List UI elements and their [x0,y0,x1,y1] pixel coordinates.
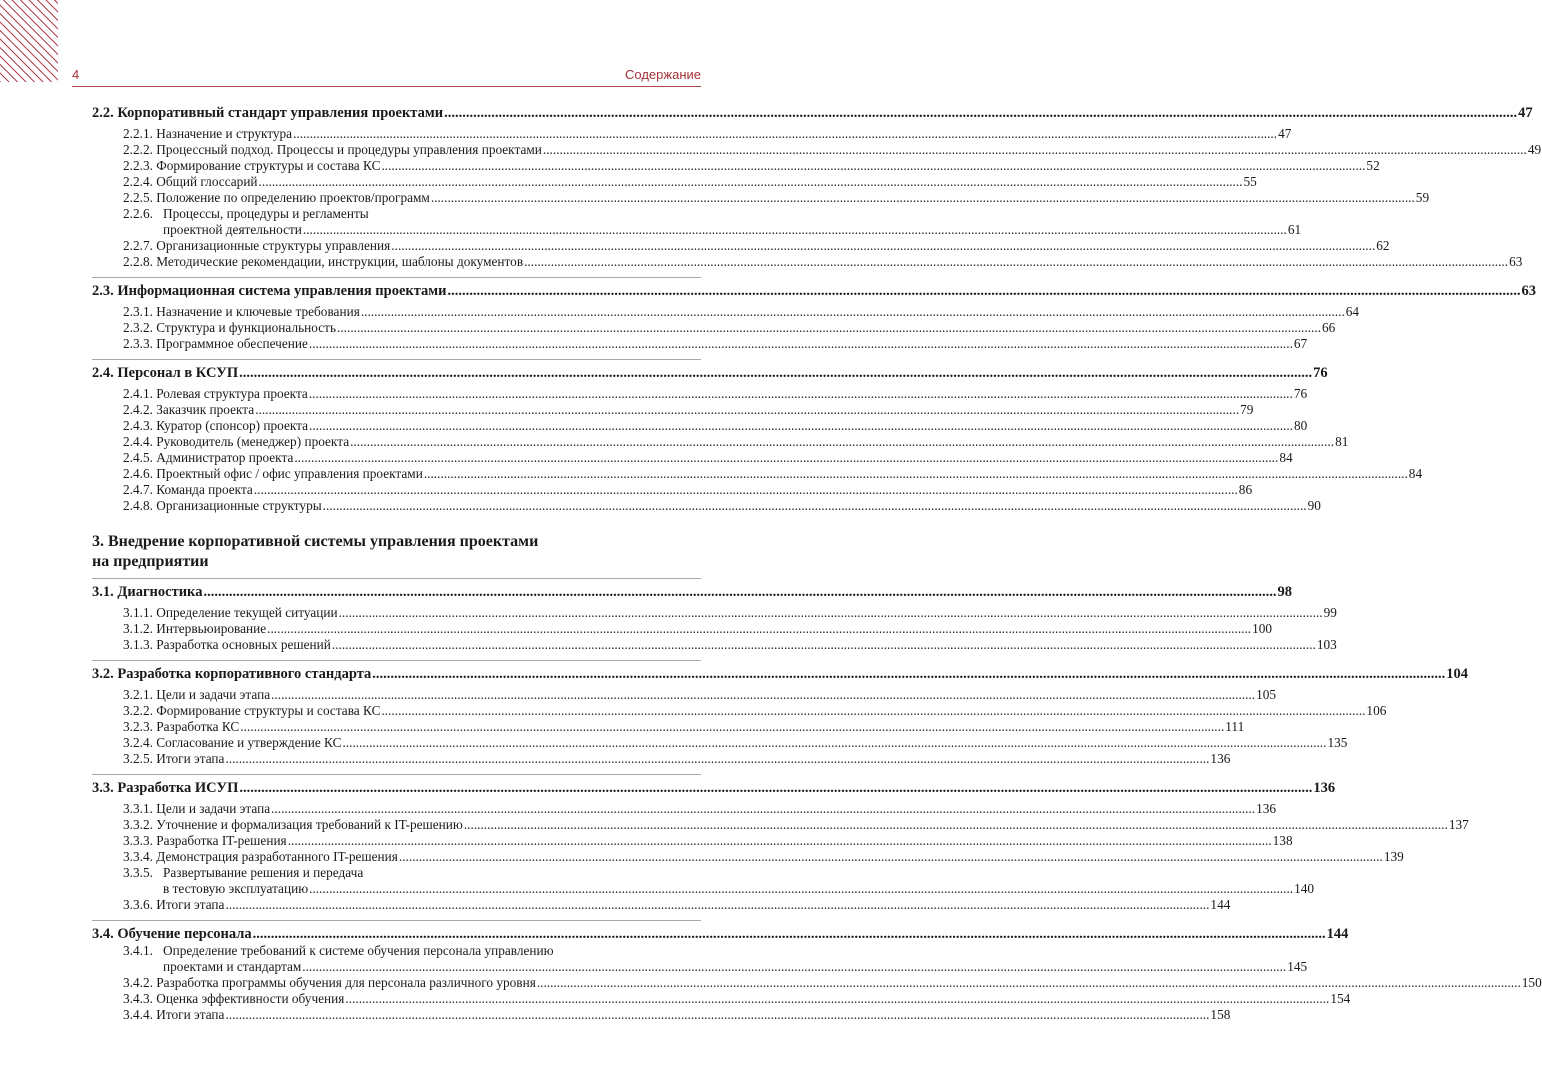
dot-leader [361,304,1345,320]
dot-leader [448,282,1521,300]
page-ref: 158 [1210,1007,1231,1022]
entry-title: 3.4. Обучение персонала [92,926,252,942]
entry-title: 3.2.3. Разработка КС [123,719,240,734]
dot-leader [288,833,1272,849]
toc-section [92,920,1349,943]
toc-subsection [92,304,1360,320]
entry-title: 2.2.2. Процессный подход. Процессы и процедуры управления проектами [123,142,542,157]
page-ref: 106 [1366,703,1387,718]
toc-chapter-heading [92,532,701,572]
dot-leader [239,779,1312,797]
entry-title: 3.1.1. Определение текущей ситуации [123,605,338,620]
toc-section [92,277,1537,300]
page-ref: 52 [1366,158,1380,173]
dot-leader [332,637,1316,653]
dot-leader [391,238,1375,254]
dot-leader [431,190,1415,206]
page-ref: 136 [1313,780,1336,796]
page-ref: 61 [1287,222,1302,237]
dot-leader [350,434,1334,450]
toc-subsection [92,703,1387,719]
entry-title: 3.4.2. Разработка программы обучения для персонала различного уровня [123,975,536,990]
entry-title: в тестовую эксплуатацию [163,881,309,896]
entry-title: 2.2.3. Формирование структуры и состава КС [123,158,381,173]
chapter-title-line: на предприятии [92,553,209,570]
page-ref: 86 [1238,482,1253,497]
entry-title: 2.3.2. Структура и функциональность [123,320,337,335]
dot-leader [294,450,1278,466]
corner-hatch-decoration [0,0,58,82]
page-ref: 63 [1509,254,1523,269]
toc-section [92,359,1328,382]
dot-leader [303,222,1287,238]
entry-title: 2.3.1. Назначение и ключевые требования [123,304,360,319]
dot-leader [372,665,1445,683]
page-ref: 144 [1210,897,1231,912]
toc-subsection [92,849,1404,865]
dot-leader [293,126,1277,142]
entry-title: 3.3.4. Демонстрация разработанного IT-решения [123,849,398,864]
running-title: Содержание [625,67,701,82]
page-ref: 144 [1326,926,1349,942]
entry-title: 3.3.6. Итоги этапа [123,897,225,912]
page-ref: 98 [1277,584,1292,600]
toc-subsection [92,126,1292,142]
entry-last-line [163,881,1314,897]
toc-subsection [92,1007,1231,1023]
dot-leader [240,719,1224,735]
dot-leader [464,817,1448,833]
dot-leader [537,975,1521,991]
entry-title: 3.2.4. Согласование и утверждение КС [123,735,342,750]
entry-body [163,865,1314,897]
entry-last-line [163,222,1301,238]
page-ref: 99 [1323,605,1337,620]
toc-section [92,104,1533,122]
page-ref: 150 [1521,975,1542,990]
dot-leader [271,801,1255,817]
page-number: 4 [72,67,80,82]
dot-leader [225,751,1209,767]
entry-title: 2.2.8. Методические рекомендации, инструкции, шаблоны документов [123,254,524,269]
entry-title: 2.4.6. Проектный офис / офис управления проектами [123,466,423,481]
dot-leader [225,1007,1209,1023]
toc-subsection [92,320,1336,336]
page-ref: 136 [1256,801,1277,816]
entry-title: 2.3.3. Программное обеспечение [123,336,308,351]
dot-leader [424,466,1408,482]
dot-leader [225,897,1209,913]
page-header [72,64,701,87]
page-ref: 64 [1345,304,1360,319]
dot-leader [342,735,1326,751]
page-ref: 100 [1252,621,1273,636]
toc-subsection [92,735,1348,751]
page-ref: 62 [1376,238,1390,253]
entry-number: 2.2.6. [123,206,153,221]
entry-title: 2.2.1. Назначение и структура [123,126,293,141]
toc-subsection [92,158,1380,174]
dot-leader [381,158,1365,174]
chapter-title-line: 3. Внедрение корпоративной системы управления проектами [92,533,539,550]
entry-title: 2.4.7. Команда проекта [123,482,253,497]
entry-title: проектами и стандартам [163,959,302,974]
toc-section [92,660,1469,683]
dot-leader [267,621,1251,637]
dot-leader [271,687,1255,703]
toc-subsection [92,975,1542,991]
page-ref: 139 [1383,849,1404,864]
page-ref: 47 [1278,126,1292,141]
toc-subsection [92,434,1349,450]
toc-subsection [92,418,1308,434]
entry-title: 3.2. Разработка корпоративного стандарта [92,666,372,682]
toc-subsection [92,637,1337,653]
dot-leader [254,482,1238,498]
page-ref: 140 [1294,881,1315,896]
dot-leader [259,174,1243,190]
toc-subsection [92,751,1231,767]
entry-last-line [163,959,1307,975]
toc-subsection [92,897,1231,913]
dot-leader [239,364,1312,382]
page-ref: 81 [1335,434,1349,449]
toc-section [92,774,1336,797]
entry-title: проектной деятельности [163,222,302,237]
toc-subsection [92,482,1253,498]
table-of-contents [92,104,1542,1023]
entry-title: 2.4.3. Куратор (спонсор) проекта [123,418,309,433]
page-ref: 55 [1243,174,1257,189]
dot-leader [253,925,1326,943]
entry-title: 3.2.1. Цели и задачи этапа [123,687,271,702]
toc-subsection [92,801,1277,817]
entry-body [163,206,1301,238]
page-ref: 136 [1210,751,1231,766]
toc-subsection [92,865,1315,897]
page-ref: 135 [1327,735,1348,750]
entry-title-line: Определение требований к системе обучения персонала управлению [163,943,554,958]
entry-title: 3.4.4. Итоги этапа [123,1007,225,1022]
entry-title: 2.4. Персонал в КСУП [92,365,239,381]
toc-subsection [92,687,1277,703]
entry-title: 2.2. Корпоративный стандарт управления проектами [92,105,444,121]
page-ref: 84 [1408,466,1423,481]
dot-leader [309,386,1293,402]
entry-title: 2.4.5. Администратор проекта [123,450,294,465]
entry-title: 2.2.5. Положение по определению проектов/программ [123,190,430,205]
toc-subsection [92,336,1308,352]
page-ref: 111 [1225,719,1245,734]
page-ref: 80 [1294,418,1308,433]
page-ref: 47 [1518,105,1533,121]
page-ref: 137 [1448,817,1469,832]
dot-leader [524,254,1508,270]
toc-subsection [92,254,1523,270]
toc-subsection [92,943,1308,975]
entry-title-line: Процессы, процедуры и регламенты [163,206,369,221]
toc-subsection [92,402,1254,418]
toc-subsection [92,386,1308,402]
toc-subsection [92,466,1423,482]
page-ref: 76 [1313,365,1328,381]
page-ref: 79 [1240,402,1254,417]
entry-title: 3.3.2. Уточнение и формализация требований к IT-решению [123,817,463,832]
dot-leader [345,991,1329,1007]
entry-title-line: Развертывание решения и передача [163,865,364,880]
page-ref: 104 [1446,666,1469,682]
page-ref: 154 [1330,991,1351,1006]
page-ref: 105 [1256,687,1277,702]
entry-title: 3.1.3. Разработка основных решений [123,637,331,652]
dot-leader [543,142,1527,158]
entry-title: 2.2.4. Общий глоссарий [123,174,258,189]
toc-subsection [92,833,1293,849]
dot-leader [309,881,1293,897]
toc-section [92,578,1292,601]
page-ref: 59 [1415,190,1430,205]
page-ref: 76 [1293,386,1308,401]
toc-subsection [92,174,1257,190]
entry-title: 2.4.2. Заказчик проекта [123,402,255,417]
toc-subsection [92,206,1302,238]
page-ref: 63 [1521,283,1537,299]
toc-subsection [92,991,1351,1007]
entry-title: 3.1.2. Интервьюирование [123,621,267,636]
dot-leader [337,320,1321,336]
dot-leader [381,703,1365,719]
page-ref: 145 [1287,959,1308,974]
entry-title: 3.4.3. Оценка эффективности обучения [123,991,345,1006]
dot-leader [399,849,1383,865]
dot-leader [444,104,1517,122]
page-ref: 67 [1293,336,1308,351]
page-ref: 49 [1527,142,1542,157]
dot-leader [203,583,1276,601]
toc-subsection [92,719,1245,735]
dot-leader [309,418,1293,434]
page-ref: 103 [1316,637,1337,652]
toc-subsection [92,450,1293,466]
entry-title: 3.2.5. Итоги этапа [123,751,225,766]
dot-leader [302,959,1286,975]
page-ref: 84 [1279,450,1293,465]
toc-subsection [92,238,1390,254]
page-ref: 90 [1307,498,1321,513]
toc-subsection [92,498,1321,514]
dot-leader [255,402,1239,418]
toc-subsection [92,605,1337,621]
entry-number: 3.4.1. [123,943,153,958]
entry-title: 2.3. Информационная система управления проектами [92,283,447,299]
dot-leader [323,498,1307,514]
entry-title: 2.4.1. Ролевая структура проекта [123,386,308,401]
toc-subsection [92,142,1542,158]
dot-leader [339,605,1323,621]
dot-leader [309,336,1293,352]
entry-number: 3.3.5. [123,865,153,880]
entry-title: 3.3.3. Разработка IT-решения [123,833,287,848]
page-ref: 66 [1321,320,1336,335]
entry-title: 3.1. Диагностика [92,584,203,600]
entry-title: 3.3. Разработка ИСУП [92,780,239,796]
toc-subsection [92,621,1273,637]
entry-title: 3.3.1. Цели и задачи этапа [123,801,271,816]
entry-title: 2.2.7. Организационные структуры управления [123,238,391,253]
entry-title: 3.2.2. Формирование структуры и состава КС [123,703,381,718]
toc-subsection [92,190,1430,206]
entry-body [163,943,1307,975]
toc-subsection [92,817,1469,833]
entry-title: 2.4.4. Руководитель (менеджер) проекта [123,434,350,449]
entry-title: 2.4.8. Организационные структуры [123,498,322,513]
page-ref: 138 [1272,833,1293,848]
